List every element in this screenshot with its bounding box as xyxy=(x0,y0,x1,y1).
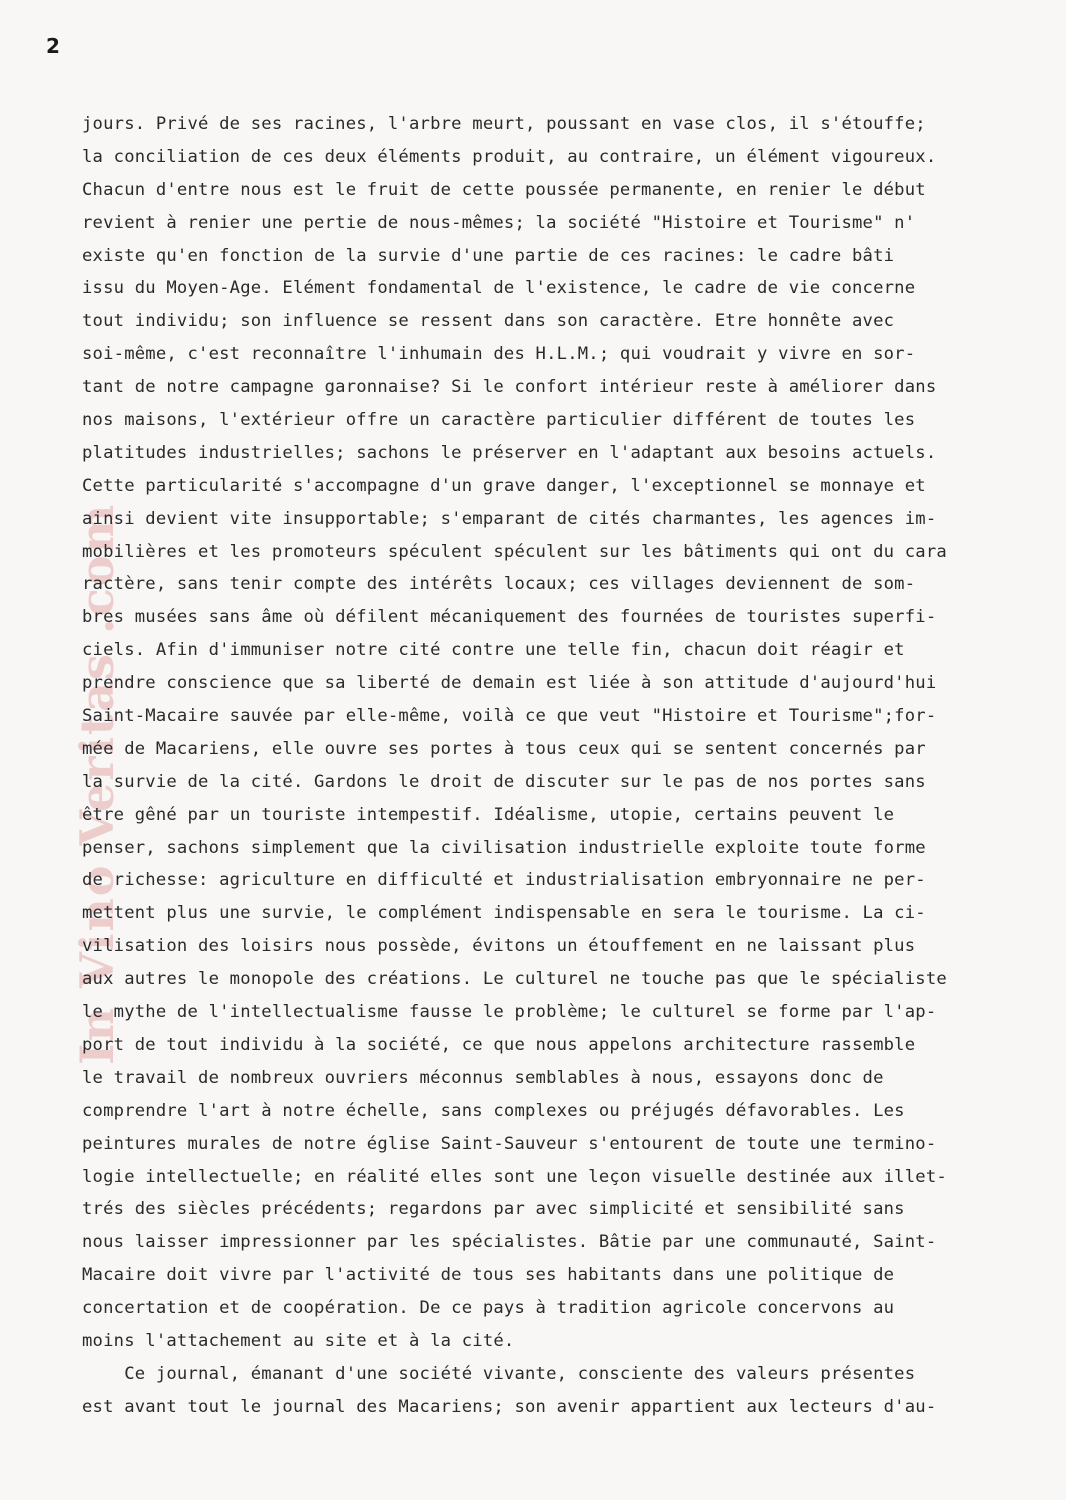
text-line: logie intellectuelle; en réalité elles sont une leçon visuelle destinée aux illet- xyxy=(82,1166,947,1187)
text-line: nos maisons, l'extérieur offre un caractère particulier différent de toutes les xyxy=(82,410,916,431)
text-line: issu du Moyen-Age. Elément fondamental de l'existence, le cadre de vie concerne xyxy=(82,278,916,299)
text-line: le travail de nombreux ouvriers méconnus semblables à nous, essayons donc de xyxy=(82,1067,884,1088)
text-line: Chacun d'entre nous est le fruit de cette poussée permanente, en renier le début xyxy=(82,179,926,200)
text-line: port de tout individu à la société, ce que nous appelons architecture rassemble xyxy=(82,1034,916,1055)
text-line: moins l'attachement au site et à la cité. xyxy=(82,1330,515,1351)
text-line: est avant tout le journal des Macariens; son avenir appartient aux lecteurs d'au- xyxy=(82,1396,937,1417)
text-line: jours. Privé de ses racines, l'arbre meurt, poussant en vase clos, il s'étouffe; xyxy=(82,114,926,134)
text-line: nous laisser impressionner par les spécialistes. Bâtie par une communauté, Saint- xyxy=(82,1232,937,1253)
text-line: concertation et de coopération. De ce pays à tradition agricole concervons au xyxy=(82,1298,895,1319)
text-line: peintures murales de notre église Saint-Sauveur s'entourent de toute une termino- xyxy=(82,1133,937,1154)
text-line: soi-même, c'est reconnaître l'inhumain des H.L.M.; qui voudrait y vivre en sor- xyxy=(82,344,916,365)
text-line: ractère, sans tenir compte des intérêts locaux; ces villages deviennent de som- xyxy=(82,574,916,595)
text-line: la conciliation de ces deux éléments produit, au contraire, un élément vigoureux. xyxy=(82,146,937,167)
text-line: penser, sachons simplement que la civilisation industrielle exploite toute forme xyxy=(82,837,926,858)
text-line: tant de notre campagne garonnaise? Si le confort intérieur reste à améliorer dans xyxy=(82,377,937,398)
text-line: de richesse: agriculture en difficulté et industrialisation embryonnaire ne per- xyxy=(82,870,926,891)
text-line: vilisation des loisirs nous possède, évitons un étouffement en ne laissant plus xyxy=(82,936,916,957)
text-line: mée de Macariens, elle ouvre ses portes à tous ceux qui se sentent concernés par xyxy=(82,738,926,759)
page-number: 2 xyxy=(46,34,60,58)
text-line: ainsi devient vite insupportable; s'emparant de cités charmantes, les agences im- xyxy=(82,508,937,529)
text-line: tout individu; son influence se ressent dans son caractère. Etre honnête avec xyxy=(82,311,895,332)
typescript-body xyxy=(82,108,1022,1424)
text-line: mobilières et les promoteurs spéculent spéculent sur les bâtiments qui ont du cara xyxy=(82,541,947,562)
text-line: comprendre l'art à notre échelle, sans complexes ou préjugés défavorables. Les xyxy=(82,1100,905,1121)
text-line: ciels. Afin d'immuniser notre cité contre une telle fin, chacun doit réagir et xyxy=(82,640,905,661)
text-line: Ce journal, émanant d'une société vivante, consciente des valeurs présentes xyxy=(82,1363,916,1384)
text-line: être gêné par un touriste intempestif. Idéalisme, utopie, certains peuvent le xyxy=(82,804,895,825)
text-line: mettent plus une survie, le complément indispensable en sera le tourisme. La ci- xyxy=(82,903,926,924)
text-line: Saint-Macaire sauvée par elle-même, voilà ce que veut "Histoire et Tourisme";for- xyxy=(82,706,937,727)
text-line: aux autres le monopole des créations. Le culturel ne touche pas que le spécialiste xyxy=(82,969,947,990)
text-line: Macaire doit vivre par l'activité de tous ses habitants dans une politique de xyxy=(82,1265,895,1286)
text-line: trés des siècles précédents; regardons par avec simplicité et sensibilité sans xyxy=(82,1199,905,1220)
text-line: existe qu'en fonction de la survie d'une partie de ces racines: le cadre bâti xyxy=(82,245,895,266)
text-line: platitudes industrielles; sachons le préserver en l'adaptant aux besoins actuels. xyxy=(82,442,937,463)
text-line: prendre conscience que sa liberté de demain est liée à son attitude d'aujourd'hui xyxy=(82,673,937,694)
text-line: le mythe de l'intellectualisme fausse le problème; le culturel se forme par l'ap- xyxy=(82,1002,937,1023)
text-line: Cette particularité s'accompagne d'un grave danger, l'exceptionnel se monnaye et xyxy=(82,475,926,496)
text-line: revient à renier une pertie de nous-mêmes; la société "Histoire et Tourisme" n' xyxy=(82,212,916,233)
watermark-text: In Vino Veritas .com xyxy=(70,502,124,1065)
text-line: la survie de la cité. Gardons le droit de discuter sur le pas de nos portes sans xyxy=(82,771,926,792)
text-line: bres musées sans âme où défilent mécaniquement des fournées de touristes superfi- xyxy=(82,607,937,628)
